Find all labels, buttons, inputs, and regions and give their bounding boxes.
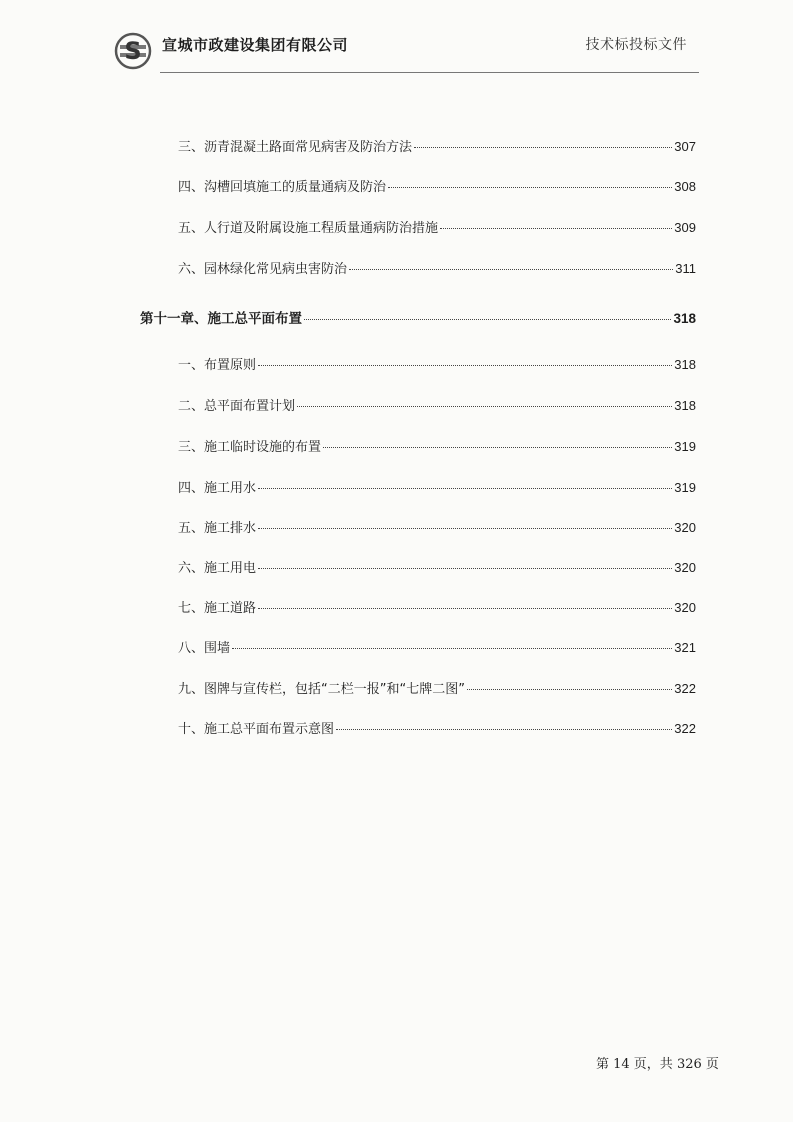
toc-leader-dots [323,447,672,448]
toc-entry-page: 320 [674,560,696,575]
toc-entry-page: 318 [674,357,696,372]
toc-entry[interactable] [178,176,696,196]
toc-entry-page: 318 [673,311,696,326]
toc-entry-page: 322 [674,681,696,696]
toc-entry[interactable] [178,557,696,577]
toc-leader-dots [258,528,672,529]
toc-entry-label: 三、沥青混凝土路面常见病害及防治方法 [178,140,413,155]
toc-entry-page: 309 [674,220,696,235]
company-name: 宣城市政建设集团有限公司 [162,36,349,54]
toc-entry[interactable] [178,258,696,278]
toc-chapter-entry[interactable] [140,307,696,327]
toc-leader-dots [232,648,672,649]
toc-entry[interactable] [178,597,696,617]
toc-entry[interactable] [178,678,696,698]
toc-entry-page: 318 [674,398,696,413]
toc-entry-label: 第十一章、施工总平面布置 [140,311,302,327]
toc-entry-page: 308 [674,179,696,194]
toc-entry-page: 322 [674,721,696,736]
toc-entry-label: 四、施工用水 [178,481,257,496]
toc-entry-label: 九、图牌与宣传栏，包括“二栏一报”和“七牌二图” [178,682,465,697]
toc-entry[interactable] [178,477,696,497]
company-logo-icon [114,32,152,70]
toc-entry-label: 三、施工临时设施的布置 [178,440,322,455]
toc-entry-label: 二、总平面布置计划 [178,399,296,414]
header-divider [160,72,699,73]
toc-entry-page: 320 [674,520,696,535]
toc-entry[interactable] [178,354,696,374]
toc-entry-label: 四、沟槽回填施工的质量通病及防治 [178,180,387,195]
toc-leader-dots [258,365,672,366]
toc-entry[interactable] [178,217,696,237]
toc-leader-dots [258,488,672,489]
toc-entry[interactable] [178,517,696,537]
toc-entry-page: 319 [674,480,696,495]
toc-entry-page: 311 [675,261,696,276]
toc-entry-label: 一、布置原则 [178,358,257,373]
toc-leader-dots [414,147,672,148]
toc-entry-label: 七、施工道路 [178,601,257,616]
toc-leader-dots [440,228,672,229]
toc-entry-page: 307 [674,139,696,154]
toc-leader-dots [336,729,672,730]
toc-entry[interactable] [178,436,696,456]
page-header [114,28,699,72]
toc-entry[interactable] [178,718,696,738]
toc-entry-page: 319 [674,439,696,454]
toc-leader-dots [258,608,672,609]
toc-entry-label: 六、施工用电 [178,561,257,576]
toc-entry-label: 十、施工总平面布置示意图 [178,722,335,737]
toc-leader-dots [304,319,671,320]
toc-entry-label: 五、施工排水 [178,521,257,536]
svg-text:S: S [124,37,142,65]
toc-leader-dots [258,568,672,569]
page-number: 第 14 页，共 326 页 [596,1057,719,1072]
toc-leader-dots [388,187,672,188]
toc-entry-page: 321 [674,640,696,655]
toc-entry-label: 五、人行道及附属设施工程质量通病防治措施 [178,221,439,236]
toc-leader-dots [349,269,673,270]
toc-entry-label: 八、围墙 [178,641,231,656]
toc-entry[interactable] [178,637,696,657]
document-type: 技术标投标文件 [585,37,687,53]
toc-entry[interactable] [178,136,696,156]
toc-leader-dots [297,406,672,407]
toc-entry[interactable] [178,395,696,415]
toc-leader-dots [467,689,672,690]
toc-entry-page: 320 [674,600,696,615]
toc-entry-label: 六、园林绿化常见病虫害防治 [178,262,348,277]
